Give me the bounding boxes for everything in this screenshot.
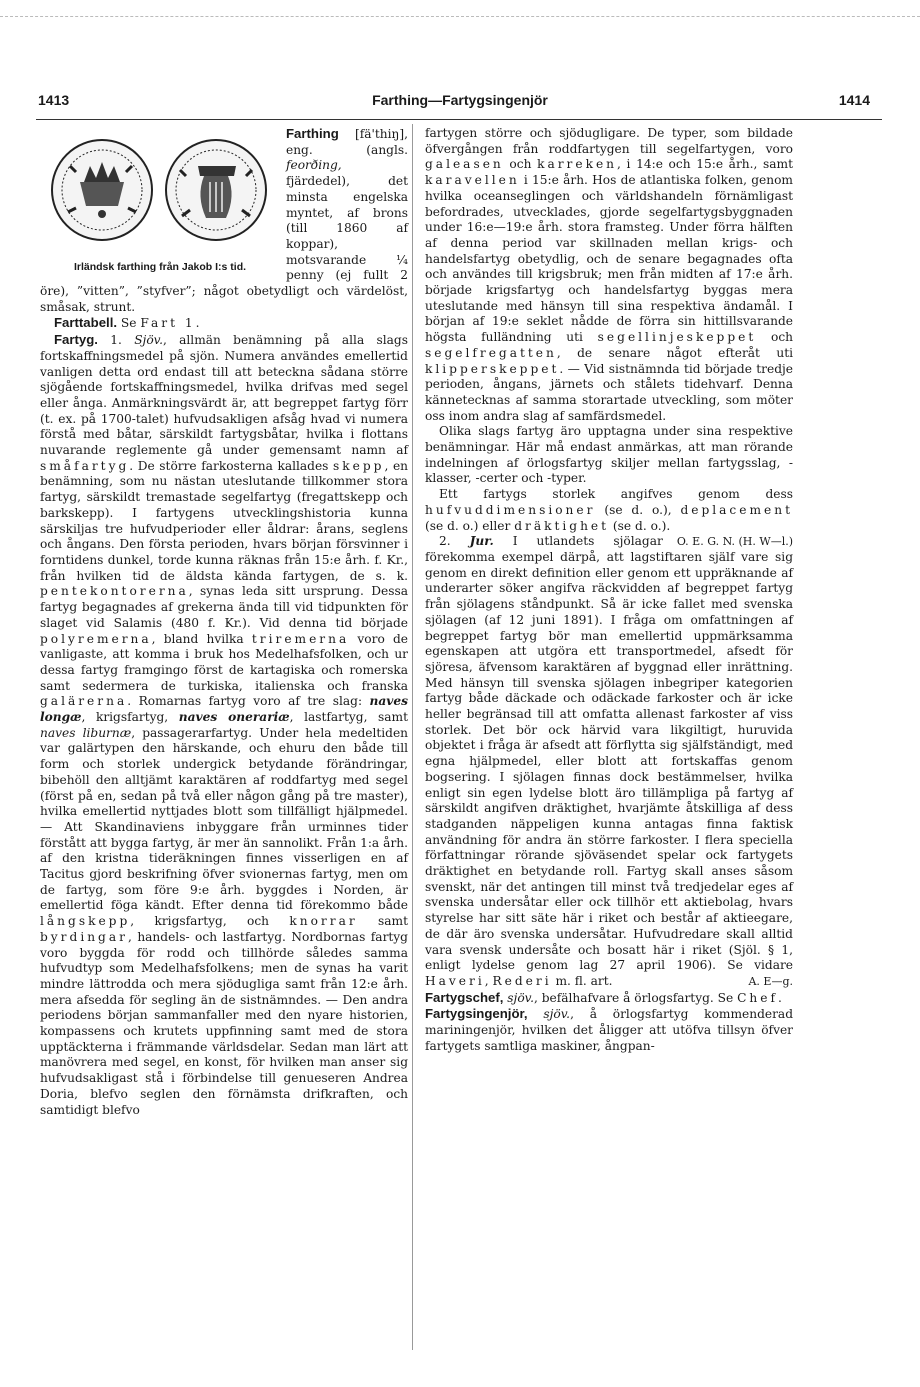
headword-fartyg: Fartyg.: [54, 332, 98, 348]
fartyg-sense-2-jur: [425, 534, 793, 989]
size-term: dräktighet: [514, 518, 610, 533]
fartyg-term: småfartyg: [40, 458, 130, 473]
fartygschef-text: .: [777, 990, 782, 1005]
fartyg-sense-number: 1.: [97, 333, 135, 348]
fartyg-latin-term: naves onerariæ: [178, 710, 290, 725]
right-page-number: 1414: [838, 92, 870, 108]
farthing-pronunciation: [fä'thiŋ], eng. (angls.: [286, 127, 408, 157]
sense-ref: Haveri: [425, 973, 485, 988]
author-signature: A. E—g.: [748, 974, 793, 988]
continuation-term: galeasen: [425, 157, 504, 172]
fartyg-term: långskepp: [40, 914, 131, 929]
size-text: Ett fartygs storlek angifves genom dess: [439, 487, 793, 502]
fartyg-text: . De större farkosterna kallades: [129, 458, 334, 473]
continuation-text: , i 14:e och 15:e årh., samt: [617, 157, 793, 172]
coin-reverse-icon: [166, 140, 266, 240]
farttabell-see: Se: [117, 316, 141, 331]
headword-farthing: Farthing: [286, 126, 339, 141]
scan-edge-line: [0, 16, 920, 18]
coin-obverse-icon: [52, 140, 152, 240]
continuation-text: fartygen större och sjödugligare. De typer, som bildade öfvergången från roddfartygen till segelfartygen, voro: [425, 126, 793, 156]
coin-icon: [40, 126, 280, 261]
fartyg-text: , bland hvilka: [151, 631, 252, 646]
coin-figure: [40, 126, 280, 276]
sense-text: I utlandets sjölagar förekomma exempel därpå, att lagstiftaren själf vare sig genom en direkt definition eller genom ett uppräknande af underarter söker angifva räckvidden af begreppet fartyg från sjölagens ståndpunkt. Så är icke fallet med svenska sjölagen (af 12 juni 1891). I fråga om omfattningen af begreppet fartyg bör man emellertid uppmärksamma egenskapen att utgöra ett transportmedel, afsedt för sjöresa, äfvensom karaktären af byggnad eller inrättning. Med hänsyn till svenska sjölagen inbegriper kategorien fartyg både däckade och odäckade farkoster och är icke heller begränsad till att omfatta allenast farkoster af viss storlek. Det bör ock härvid vara likgiltigt, huruvida objektet i fråga är afsedt att förflytta sig själfständigt, med egna hjälpmedel, eller blott att fortskaffas genom bogsering. I sjölagen finnas dock bestämmelser, hvilka enligt sin egen lydelse blott äro tillämpliga på fartyg af särskildt angifven dräktighet, hvarjämte åtskilliga af dess stadganden näppeligen kunna antagas finna faktisk användning för andra än större farkoster. I flera speciella författningar rörande sjöväsendet spelar ock fartygets dräktighet en betydande roll. Fartyg skall anses såsom svenskt, när det antingen till minst två tredjedelar eges af svenska undersåtar eller ock tillhör ett aktiebolag, hvars styrelse har sitt säte här i riket och består af aktieegare, de där äro svenska undersåtar. Hufvudredare skall alltid vara svensk undersåte och bosatt här i riket (Sjöl. § 1, enligt lydelse genom lag 27 april 1906). Se vidare: [425, 534, 793, 973]
fartyg-text: , krigsfartyg,: [81, 710, 179, 725]
fartyg-paragraph-types: Olika slags fartyg äro upptagna under sina respektive benämningar. Här må endast anmärkas, att man rörande indelningen af örlogsfartyg skiljer mellan fartygsslag, -klasser, -certer och -typer.: [425, 424, 793, 486]
fartyg-term: pentekontorerna: [40, 584, 189, 599]
fartyg-text: , en benämning, som nu nästan uteslutande tillkommer stora fartyg, särskildt tremastade segelfartyg (fregattskepp och barkskepp). I fartygens utvecklingshistoria kunna särskiljas tre hufvudperioder eller åldrar: årans, seglens och ångans. Den första perioden, hvars början försvinner i forntidens dunkel, torde kunna räknas från 15:e årh. f. Kr., från hvilken tid de äldsta kända fartygen, de s. k.: [40, 458, 409, 583]
fartygschef-text: , befälhafvare å örlogsfartyg. Se: [533, 990, 738, 1005]
size-text: (se d. o.).: [609, 518, 671, 533]
continuation-term: klipperskeppet: [425, 361, 560, 376]
column-divider: [412, 124, 413, 1350]
continuation-text: och: [756, 330, 793, 345]
fartyg-latin-term: naves liburnæ: [40, 725, 132, 740]
fartyg-field-label: Sjöv.: [134, 333, 163, 348]
fartygschef-ref: Chef: [737, 990, 778, 1005]
header-rule: [36, 119, 882, 120]
fartyg-text: samt: [357, 914, 408, 929]
continuation-text: i 15:e årh. Hos de atlantiska folken, genom hvilka oceanseglingen och världshandeln förnämligast befordrades, utvecklades, gjorde segelfartygsbyggnaden under 16:e—19:e årh. stora framsteg. Under förra hälften af denna period var skillnaden mellan krigs- och handelsfartyg obetydlig, och de senare begagnades ofta och användes till krigsbruk; men från midten af 17:e årh. började krigsfartyg och handelsfartyg byggas mera uteslutande med hänsyn till sina respektiva ändamål. I början af 19:e seklet nådde de förra sin hittillsvarande högsta fulländning uti: [425, 173, 793, 345]
continuation-term: karreken: [537, 157, 618, 172]
size-term: hufvuddimensioner: [425, 502, 596, 517]
fartygsingenjor-text: , å örlogsfartyg kommenderad mariningenjör, hvilken det åligger att utöfva tillsyn öfver fartygets samtliga maskiner, ångpan-: [425, 1007, 793, 1053]
entry-fartygsingenjor: [425, 1006, 793, 1054]
continuation-term: segelfregatten: [425, 345, 557, 360]
headword-fartygschef: Fartygschef,: [425, 989, 504, 1005]
size-text: (se d. o.),: [595, 502, 681, 517]
fartyg-continuation: [425, 126, 793, 424]
sense-text: m. fl. art.: [551, 973, 613, 988]
left-page-number: 1413: [38, 92, 70, 108]
farthing-definition: fjärdedel), det minsta engelska myntet, af brons (till 1860 af koppar), motsvarande ¼ penny (ej fullt 2 öre), ”vitten”, ”styfver”; något obetydligt och värdelöst, småsak, strunt.: [40, 174, 408, 314]
fartyg-term: skepp: [333, 458, 385, 473]
sense-field-label: Jur.: [469, 534, 494, 549]
entry-farttabell: [40, 315, 408, 332]
size-term: deplacement: [680, 502, 793, 517]
author-signature: O. E. G. N. (H. W—l.): [676, 535, 793, 549]
fartyg-text: , lastfartyg, samt: [289, 710, 408, 725]
coin-caption: Irländsk farthing från Jakob I:s tid.: [73, 261, 247, 274]
fartyg-text: voro de vanligaste, att komma i bruk hos Medelhafsfolken, och ur dessa fartyg framgingo först de kartagiska och romerska samt sedermera de turkiska, italienska och franska: [40, 631, 408, 693]
fartyg-term: galärerna: [40, 694, 128, 709]
fartyg-text: , krigsfartyg, och: [130, 914, 290, 929]
entry-fartygschef: [425, 990, 793, 1007]
fartyg-latin-term: naves longæ: [40, 694, 408, 725]
continuation-text: och: [503, 157, 538, 172]
sense-number: 2.: [439, 534, 470, 549]
fartyg-text: , synas leda sitt ursprung. Dessa fartyg begagnades af grekerna ända till vid tidpunkten för slaget vid Salamis (480 f. Kr.). Vid denna tid började: [40, 584, 408, 630]
fartyg-text: , passagerarfartyg. Under hela medeltiden var galärtypen den härskande, och ehuru den både till form och storlek undergick betydande förändringar, bibehöll den alltjämt karaktären af roddfartyg med segel (först på en, sedan på två eller någon gång på tre master), hvilka emellertid nyttjades blott som tillfälligt hjälpmedel. — Att Skandinaviens inbyggare från urminnes tider förstått att bygga fartyg, är mer än sannolikt. Från 1:a årh. af den kristna tideräkningen finnes visserligen en af Tacitus gjord beskrifning öfver svionernas fartyg, men om de fartyg, som före 9:e årh. byggdes i Norden, är emellertid föga kändt. Efter denna tid förekommo både: [40, 725, 409, 913]
farttabell-ref: Fart 1.: [140, 316, 203, 331]
sense-text: ,: [484, 973, 493, 988]
sense-ref: Rederi: [492, 973, 552, 988]
continuation-term: karavellen: [425, 173, 520, 188]
size-text: (se d. o.) eller: [425, 518, 515, 533]
continuation-term: segellinjeskeppet: [597, 330, 757, 345]
running-header-title: Farthing—Fartygsingenjör: [372, 92, 548, 108]
continuation-text: . — Vid sistnämnda tid började tredje perioden, ångans, järnets och stålets tidehvarf. Denna kännetecknas af samma storartade utveckling, som möter oss inom andra slag af samfärdsmedel.: [425, 361, 793, 423]
fartyg-term: triremerna: [251, 631, 350, 646]
right-column: [425, 126, 793, 1054]
fartyg-text: , handels- och lastfartyg. Nordbornas fartyg voro byggda för rodd och tillhörde således samma hufvudtyp som Medelhafsfolkens; men de synas ha varit mindre lättrodda och mera sjödugliga samt från 12:e årh. mera afsedda för segling än de sistnämndes. — Den andra periodens början sammanfaller med den nyare historien, kompassens och krutets uppfinning samt med de stora upptäckterna i främmande världsdelar. Sedan man lärt att manövrera med segel, en konst, för hvilken man anser sig hufvudsakligast stå i förbindelse till genueseren Andrea Doria, blefvo seglen den förnämsta drifkraften, och samtidigt blefvo: [40, 929, 408, 1117]
fartygschef-field-label: sjöv.: [503, 990, 534, 1005]
continuation-text: , de senare något efteråt uti: [556, 345, 793, 360]
fartyg-term: polyremerna: [40, 631, 152, 646]
headword-fartygsingenjor: Fartygsingenjör,: [425, 1006, 528, 1022]
farthing-etymology: feorðing,: [286, 158, 342, 173]
fartygsingenjor-field-label: sjöv.: [527, 1007, 571, 1022]
headword-farttabell: Farttabell.: [54, 315, 118, 331]
entry-fartyg: [40, 332, 408, 1118]
fartyg-text: . Romarnas fartyg voro af tre slag:: [127, 694, 370, 709]
fartyg-term: byrdingar: [40, 929, 128, 944]
left-column: [40, 126, 408, 1118]
fartyg-text: , allmän benämning på alla slags fortskaffningsmedel på sjön. Numera användes emellertid vanligen detta ord endast till att beteckna sådana större sjögående fortskaffningsmedel, hvilka drifvas med segel eller ånga. Anmärkningsvärdt är, att begreppet fartyg förr (t. ex. på 1700-talet) hufvudsakligen afsåg hvad vi numera förstå med båtar, särskildt fartygsbåtar, hvilka i flottans nuvarande reglemente gå under gemensamt namn af: [40, 333, 408, 458]
fartyg-term: knorrar: [289, 914, 358, 929]
